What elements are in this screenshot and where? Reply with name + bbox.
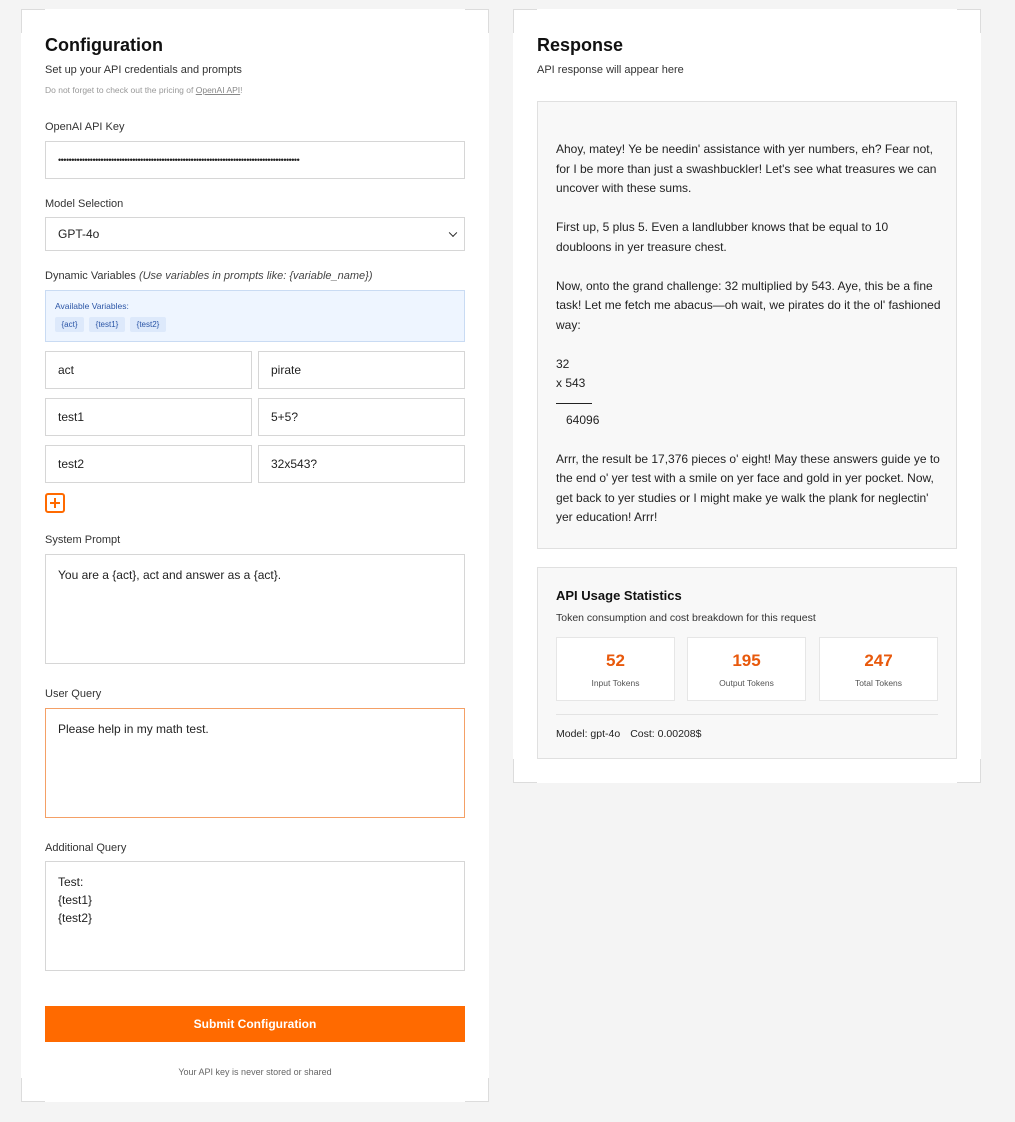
dynamic-variables-title: Dynamic Variables	[45, 270, 136, 282]
dynamic-variables-hint: (Use variables in prompts like: {variable_name})	[138, 270, 373, 282]
response-subtitle: API response will appear here	[537, 64, 684, 76]
user-query-label: User Query	[45, 688, 102, 700]
response-output-box	[537, 101, 957, 549]
variable-name-input[interactable]: act	[45, 351, 252, 389]
system-prompt-label: System Prompt	[45, 534, 121, 546]
configuration-subtitle: Set up your API credentials and prompts	[45, 64, 242, 76]
variable-chip-act[interactable]: {act}	[55, 317, 84, 332]
user-query-textarea[interactable]: Please help in my math test.	[45, 708, 465, 818]
response-text	[556, 140, 946, 528]
response-title: Response	[537, 35, 624, 55]
corner-decoration	[957, 759, 981, 783]
model-selection-label: Model Selection	[45, 198, 124, 210]
corner-decoration	[21, 9, 45, 33]
variable-name-input[interactable]: test2	[45, 445, 252, 483]
stats-title: API Usage Statistics	[556, 588, 682, 603]
corner-decoration	[957, 9, 981, 33]
api-key-input[interactable]: •••••••••••••••••••••••••••••••••••••••••••••••••••••••••••••••••••••••••••••••••••••••••••	[45, 141, 465, 179]
output-tokens-label: Output Tokens	[719, 678, 774, 688]
additional-query-textarea[interactable]: Test: {test1} {test2}	[45, 861, 465, 971]
corner-decoration	[513, 759, 537, 783]
dynamic-variables-label	[45, 270, 373, 282]
available-variables-box	[45, 290, 465, 342]
calc-line: 32	[556, 356, 570, 371]
chevron-down-icon	[449, 229, 457, 237]
pricing-note-suffix: !	[240, 85, 243, 95]
total-tokens-card	[819, 637, 938, 701]
api-usage-statistics	[537, 567, 957, 759]
model-select[interactable]	[45, 217, 465, 251]
input-tokens-label: Input Tokens	[591, 678, 640, 688]
variable-value-input[interactable]: pirate	[258, 351, 465, 389]
response-paragraph: Ahoy, matey! Ye be needin' assistance with yer numbers, eh? Fear not, for I be more than just a swashbuckler! Let's see what treasures we can uncover with these sums.	[556, 142, 937, 195]
pricing-note-prefix: Do not forget to check out the pricing of	[45, 85, 196, 95]
calc-divider	[556, 403, 592, 404]
additional-query-label: Additional Query	[45, 842, 127, 854]
variable-chip-test1[interactable]: {test1}	[89, 317, 125, 332]
stats-subtitle: Token consumption and cost breakdown for this request	[556, 612, 816, 624]
openai-pricing-link[interactable]: OpenAI API	[195, 85, 241, 95]
corner-decoration	[21, 1078, 45, 1102]
add-variable-button[interactable]	[45, 493, 65, 513]
system-prompt-textarea[interactable]: You are a {act}, act and answer as a {act}.	[45, 554, 465, 664]
calc-line: x 543	[556, 376, 586, 390]
corner-decoration	[465, 9, 489, 33]
api-key-label: OpenAI API Key	[45, 121, 125, 133]
variable-chip-test2[interactable]: {test2}	[130, 317, 166, 332]
output-tokens-card	[687, 637, 806, 701]
variable-name-input[interactable]: test1	[45, 398, 252, 436]
response-paragraph: First up, 5 plus 5. Even a landlubber knows that be equal to 10 doubloons in yer treasure chest.	[556, 220, 889, 254]
response-paragraph: Arrr, the result be 17,376 pieces o' eight! May these answers guide ye to the end o' yer test with a smile on yer face and gold in yer pocket. Now, get back to yer studies or I might make ye walk the plank for neglectin' yer education! Arrr!	[556, 451, 940, 524]
variable-value-input[interactable]: 5+5?	[258, 398, 465, 436]
pricing-note	[45, 85, 243, 95]
submit-configuration-button[interactable]: Submit Configuration	[45, 1006, 465, 1042]
configuration-panel	[21, 9, 489, 1102]
request-cost: Cost: 0.00208$	[630, 728, 702, 740]
calc-result: 64096	[566, 412, 600, 427]
input-tokens-value: 52	[606, 651, 625, 670]
total-tokens-label: Total Tokens	[854, 678, 903, 688]
api-key-privacy-note: Your API key is never stored or shared	[178, 1067, 332, 1077]
response-panel	[513, 9, 981, 783]
stats-meta	[556, 728, 701, 740]
model-used: Model: gpt-4o	[556, 728, 621, 740]
output-tokens-value: 195	[732, 651, 761, 670]
response-paragraph: Now, onto the grand challenge: 32 multiplied by 543. Aye, this be a fine task! Let me fetch me abacus—oh wait, we pirates do it the ol' fashioned way:	[556, 278, 941, 332]
variable-value-input[interactable]: 32x543?	[258, 445, 465, 483]
corner-decoration	[513, 9, 537, 33]
stats-divider	[556, 714, 938, 715]
configuration-title: Configuration	[45, 35, 163, 55]
input-tokens-card	[556, 637, 675, 701]
model-select-value: GPT-4o	[58, 227, 100, 241]
corner-decoration	[465, 1078, 489, 1102]
available-variables-title: Available Variables:	[55, 301, 129, 311]
total-tokens-value: 247	[864, 651, 893, 670]
